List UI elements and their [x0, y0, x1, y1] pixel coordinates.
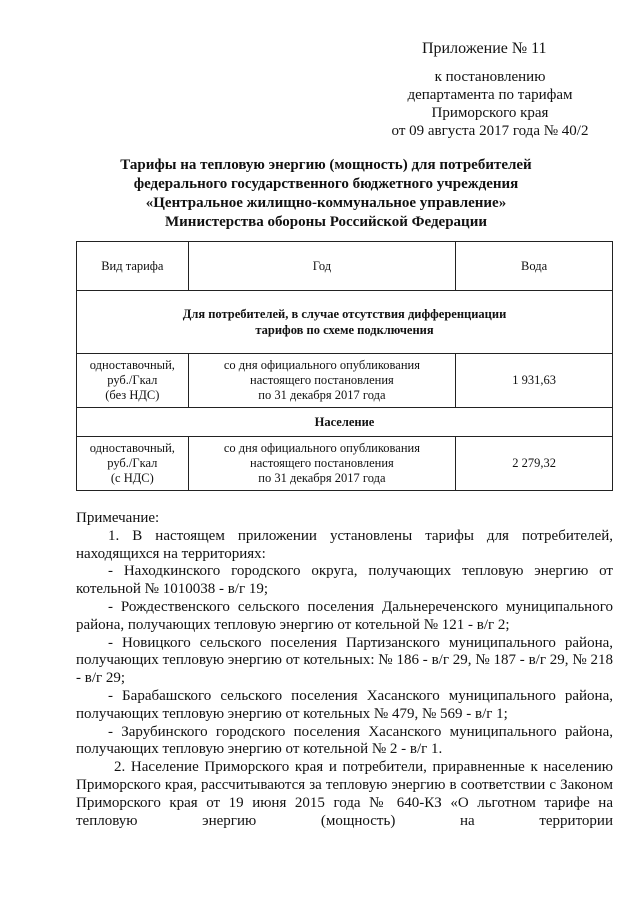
- tariff-type-line: одноставочный,: [89, 358, 175, 372]
- table-row: [77, 354, 613, 408]
- header-cell-type: Вид тарифа: [77, 242, 189, 291]
- title-line: Министерства обороны Российской Федерации: [165, 214, 487, 230]
- tariff-value-cell: 2 279,32: [456, 437, 613, 491]
- tariff-type-cell: [77, 437, 189, 491]
- title-line: «Центральное жилищно-коммунальное управление»: [145, 195, 507, 211]
- note-list-item: - Рождественского сельского поселения Дальнереченского муниципального района, получающих тепловую энергию от котельной № 121 - в/г 2;: [76, 598, 613, 633]
- note-heading: Примечание:: [76, 510, 160, 526]
- section-row: [77, 291, 613, 354]
- note-block: [76, 510, 613, 830]
- period-cell: [188, 437, 456, 491]
- document-title: [60, 156, 592, 232]
- annex-line: от 09 августа 2017 года № 40/2: [391, 123, 589, 139]
- header-cell-water: Вода: [456, 242, 613, 291]
- header-cell-year: Год: [188, 242, 456, 291]
- note-list-item: - Барабашского сельского поселения Хасанского муниципального района, получающих тепловую энергию от котельных № 479, № 569 - в/г 1;: [76, 687, 613, 722]
- section-title: [77, 291, 613, 354]
- tariff-type-line: одноставочный,: [89, 441, 175, 455]
- title-line: Тарифы на тепловую энергию (мощность) для потребителей: [120, 157, 532, 173]
- period-cell: [188, 354, 456, 408]
- tariff-value-cell: 1 931,63: [456, 354, 613, 408]
- note-list-item: - Зарубинского городского поселения Хасанского муниципального района, получающих тепловую энергию от котельной № 2 - в/г 1.: [76, 723, 613, 758]
- table-row: [77, 437, 613, 491]
- annex-line: Приморского края: [431, 105, 549, 121]
- period-line: настоящего постановления: [250, 373, 394, 387]
- note-paragraph-1: 1. В настоящем приложении установлены тарифы для потребителей, находящихся на территориях:: [76, 527, 613, 562]
- annex-line: к постановлению: [434, 69, 546, 85]
- period-line: настоящего постановления: [250, 456, 394, 470]
- period-line: по 31 декабря 2017 года: [258, 388, 386, 402]
- tariff-table: [76, 241, 613, 491]
- note-list-item: - Новицкого сельского поселения Партизанского муниципального района, получающих тепловую энергию от котельных: № 186 - в/г 29, № 187 - в/г 29, № 218 - в/г 29;: [76, 634, 613, 687]
- tariff-type-line: руб./Гкал: [107, 373, 158, 387]
- tariff-type-line: (с НДС): [110, 471, 154, 485]
- section-title-line: Для потребителей, в случае отсутствия дифференциации: [182, 307, 507, 321]
- section-row: [77, 408, 613, 437]
- annex-header: [370, 40, 610, 140]
- tariff-type-line: руб./Гкал: [107, 456, 158, 470]
- title-line: федерального государственного бюджетного учреждения: [133, 176, 519, 192]
- note-list-item: - Находкинского городского округа, получающих тепловую энергию от котельной № 1010038 - в/г 19;: [76, 563, 613, 598]
- note-paragraph-2: 2. Население Приморского края и потребители, приравненные к населению Приморского края, рассчитываются за тепловую энергию в соответствии с Законом Приморского края от 19 июня 2015 года № 640-КЗ «О льготном тарифе на тепловую энергию (мощность) на территории: [76, 759, 613, 829]
- section-title-line: тарифов по схеме подключения: [255, 323, 434, 337]
- table-header-row: [77, 242, 613, 291]
- period-line: по 31 декабря 2017 года: [258, 471, 386, 485]
- period-line: со дня официального опубликования: [223, 358, 420, 372]
- annex-number: Приложение № 11: [422, 40, 547, 57]
- period-line: со дня официального опубликования: [223, 441, 420, 455]
- section-title: Население: [77, 408, 613, 437]
- tariff-type-line: (без НДС): [105, 388, 160, 402]
- annex-line: департамента по тарифам: [407, 87, 573, 103]
- tariff-type-cell: [77, 354, 189, 408]
